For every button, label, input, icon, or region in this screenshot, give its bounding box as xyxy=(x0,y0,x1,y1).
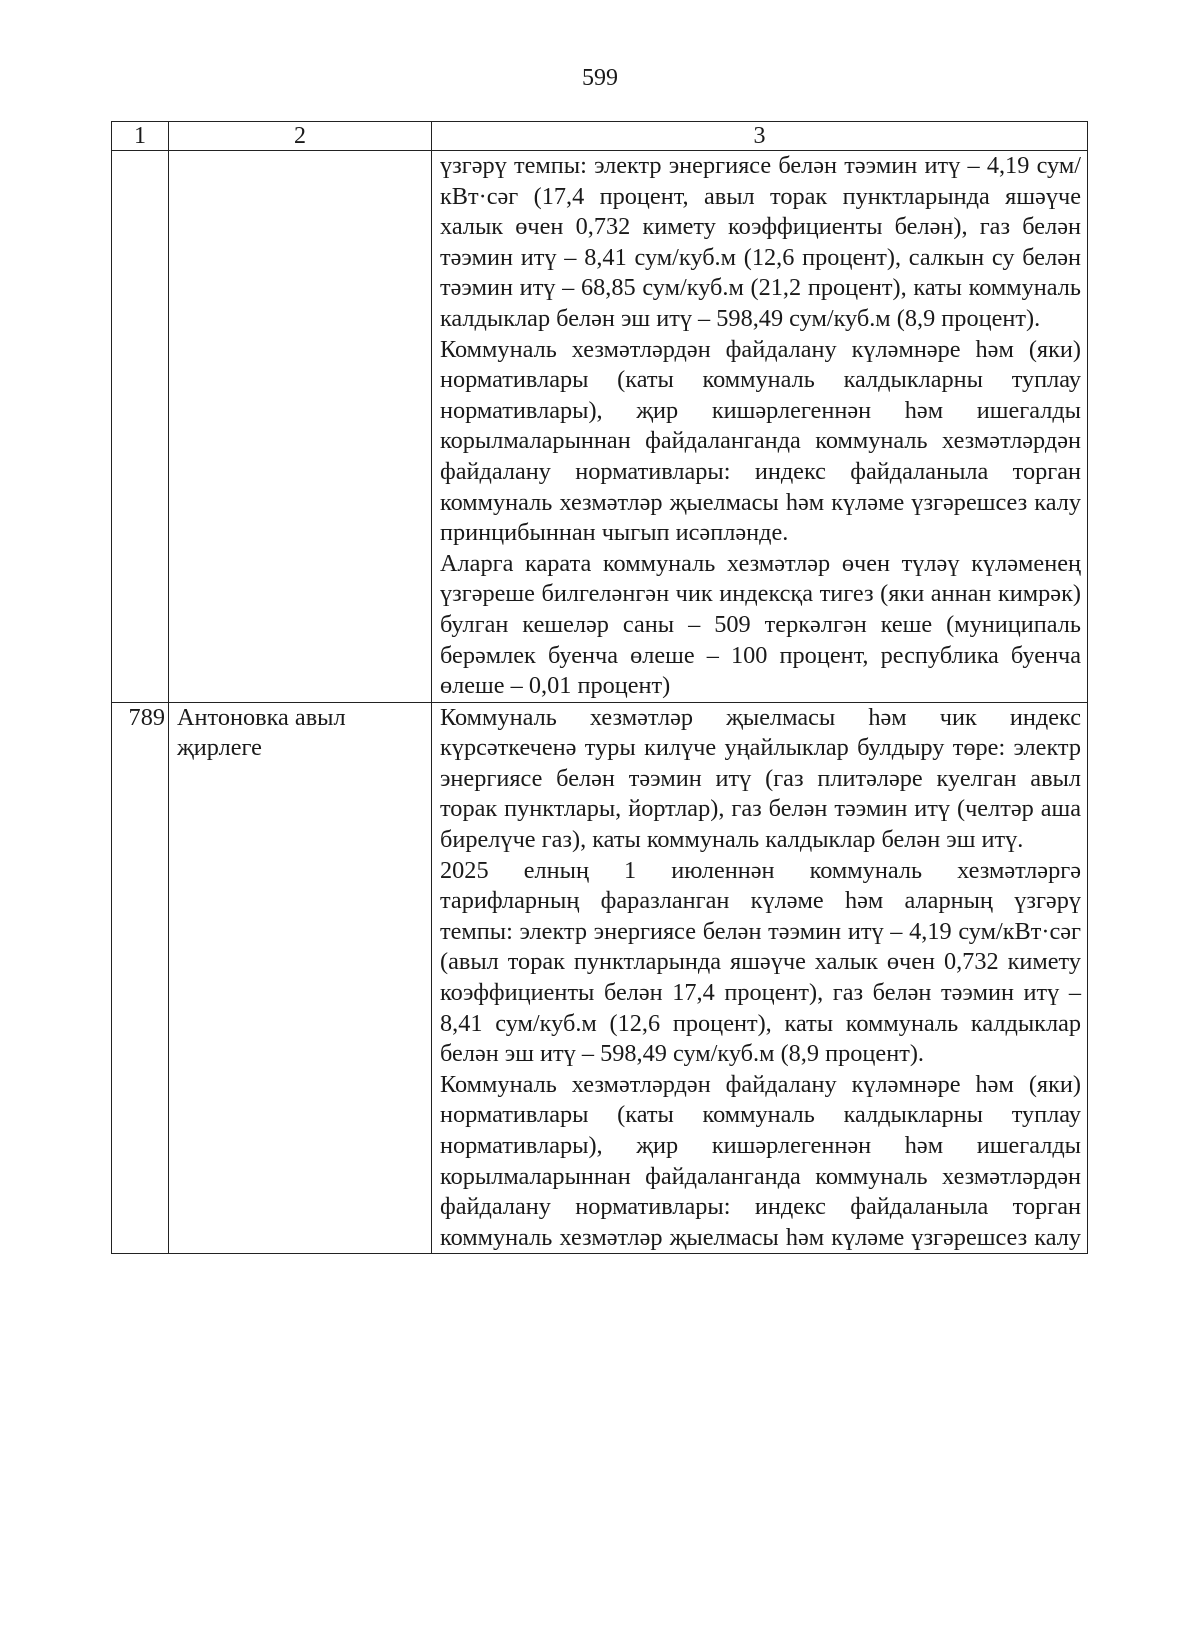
description-paragraph: Коммуналь хезмәтләрдән файдалану күләмнәре һәм (яки) нормативлары (каты коммуналь калдыкларны туплау нормативлары), җир кишәрлегеннән һәм ишегалды корылмаларыннан файдаланганда коммуналь хезмәтләрдән файдалану нормативлары: индекс файдаланыла торган коммуналь хезмәтләр җыелмасы һәм күләме үзгәрешсез калу принцибыннан чыгып исәпләнде. xyxy=(440,335,1081,547)
description-paragraph: Аларга карата коммуналь хезмәтләр өчен түләү күләменең үзгәреше билгеләнгән чик индексқа тигез (яки аннан кимрәк) булган кешеләр саны – 509 теркәлгән кеше (муниципаль берәмлек буенча өлеше – 100 процент, республика буенча өлеше – 0,01 процент) xyxy=(440,549,1081,700)
table-row xyxy=(112,702,1088,1254)
row-number xyxy=(112,151,169,703)
header-col-2: 2 xyxy=(169,122,432,151)
page-number: 599 xyxy=(582,65,618,91)
settlement-name: Антоновка авыл җирлеге xyxy=(169,702,432,1254)
table-header-row xyxy=(112,122,1088,151)
description-paragraph: үзгәрү темпы: электр энергиясе белән тәэмин итү – 4,19 сум/кВт·сәг (17,4 процент, авыл торак пунктларында яшәүче халык өчен 0,732 кимету коэффициенты белән), газ белән тәэмин итү – 8,41 сум/куб.м (12,6 процент), салкын су белән тәэмин итү – 68,85 сум/куб.м (21,2 процент), каты коммуналь калдыклар белән эш итү – 598,49 сум/куб.м (8,9 процент). xyxy=(440,152,1081,332)
header-col-3: 3 xyxy=(432,122,1088,151)
table-row xyxy=(112,151,1088,703)
description-paragraph: Коммуналь хезмәтләр җыелмасы һәм чик индекс күрсәткеченә туры килүче уңайлыклар булдыру төре: электр энергиясе белән тәэмин итү (газ плитәләре куелган авыл торак пунктлары, йортлар), газ белән тәэмин итү (челтәр аша бирелүче газ), каты коммуналь калдыклар белән эш итү. xyxy=(440,703,1081,854)
header-col-1: 1 xyxy=(112,122,169,151)
row-description xyxy=(432,702,1088,1254)
settlement-name xyxy=(169,151,432,703)
description-paragraph: 2025 елның 1 июленнән коммуналь хезмәтләргә тарифларның фаразланган күләме һәм аларның үзгәрү темпы: электр энергиясе белән тәэмин итү – 4,19 сум/кВт·сәг (авыл торак пунктларында яшәүче халык өчен 0,732 кимету коэффициенты белән 17,4 процент), газ белән тәэмин итү – 8,41 сум/куб.м (12,6 процент), каты коммуналь калдыклар белән эш итү – 598,49 сум/куб.м (8,9 процент). xyxy=(440,856,1081,1068)
row-number: 789 xyxy=(112,702,169,1254)
document-table xyxy=(111,121,1088,1254)
description-paragraph: Коммуналь хезмәтләрдән файдалану күләмнәре һәм (яки) нормативлары (каты коммуналь калдыкларны туплау нормативлары), җир кишәрлегеннән һәм ишегалды корылмаларыннан файдаланганда коммуналь хезмәтләрдән файдалану нормативлары: индекс файдаланыла торган коммуналь хезмәтләр җыелмасы һәм күләме үзгәрешсез калу xyxy=(440,1070,1081,1251)
row-description xyxy=(432,151,1088,703)
